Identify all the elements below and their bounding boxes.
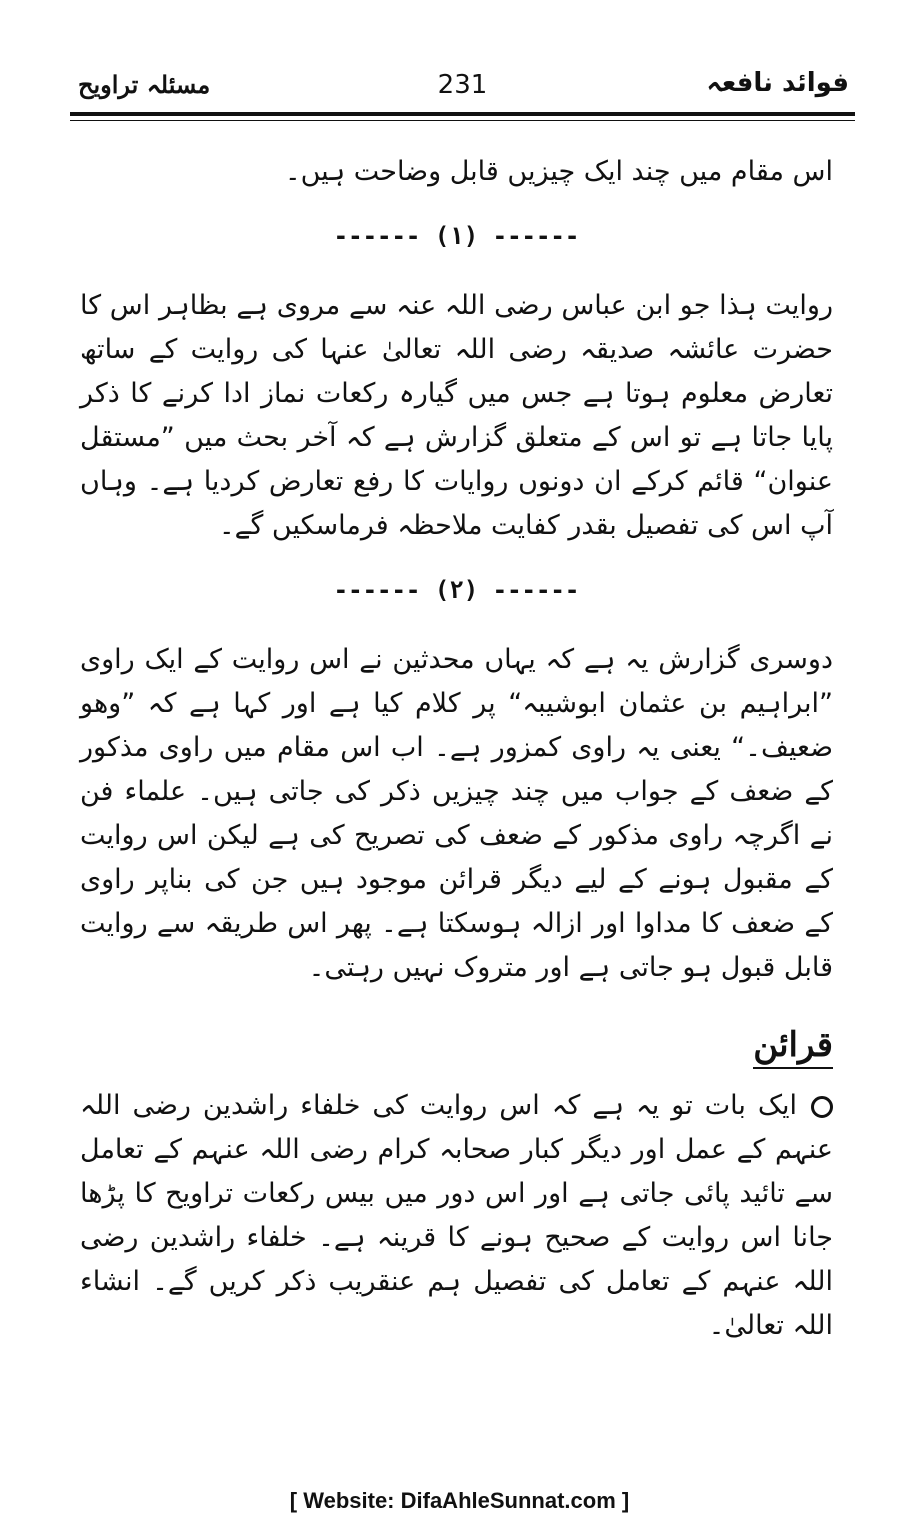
website-footer: [ Website: DifaAhleSunnat.com ] <box>289 1488 630 1513</box>
page-header <box>70 64 855 110</box>
chapter-title: مسئلہ تراویح <box>78 70 211 99</box>
section-1-paragraph: روایت ہذا جو ابن عباس رضی اللہ عنہ سے مروی ہے بظاہر اس کا حضرت عائشہ صدیقہ رضی اللہ تعالیٰ عنہا کی روایت کے ساتھ تعارض معلوم ہوتا ہے جس میں گیارہ رکعات نماز ادا کرنے کا ذکر پایا جاتا ہے تو اس کے متعلق گزارش ہے کہ آخر بحث میں ”مستقل عنوان“ قائم کرکے ان دونوں روایات کا رفع تعارض کردیا ہے۔ وہاں آپ اس کی تفصیل بقدر کفایت ملاحظہ فرماسکیں گے۔ <box>80 290 833 541</box>
header-rule-thin <box>70 120 855 121</box>
qaraain-bullet-item <box>80 1084 833 1348</box>
page-body <box>80 150 833 1368</box>
qaraain-heading <box>80 1020 833 1070</box>
qaraain-bullet-text: ایک بات تو یہ ہے کہ اس روایت کی خلفاء راشدین رضی اللہ عنہم کے عمل اور دیگر کبار صحابہ کرام رضی اللہ عنہم کے تعامل سے تائید پائی جاتی ہے اور اس دور میں بیس رکعات تراویح کا پڑھا جانا اس روایت کے صحیح ہونے کا قرینہ ہے۔ خلفاء راشدین رضی اللہ عنہم کے تعامل کی تفصیل ہم عنقریب ذکر کریں گے۔ انشاء اللہ تعالیٰ۔ <box>80 1090 833 1341</box>
circle-bullet-icon <box>811 1096 833 1118</box>
page-number: 231 <box>437 70 488 100</box>
intro-line: اس مقام میں چند ایک چیزیں قابل وضاحت ہیں۔ <box>284 156 833 187</box>
book-title: فوائد نافعہ <box>706 68 849 98</box>
header-rule-thick <box>70 112 855 116</box>
section-divider-1: ------ (۱) ------ <box>333 222 580 250</box>
section-divider-2: ------ (۲) ------ <box>333 576 580 604</box>
qaraain-heading-text: قرائن <box>753 1025 833 1069</box>
section-2-paragraph: دوسری گزارش یہ ہے کہ یہاں محدثین نے اس روایت کے ایک راوی ”ابراہیم بن عثمان ابوشیبہ“ پر کلام کیا ہے اور کہا ہے کہ ”وھو ضعیف۔“ یعنی یہ راوی کمزور ہے۔ اب اس مقام میں راوی مذکور کے ضعف کے جواب میں چند چیزیں ذکر کی جاتی ہیں۔ علماء فن نے اگرچہ راوی مذکور کے ضعف کی تصریح کی ہے لیکن اس روایت کے مقبول ہونے کے لیے دیگر قرائن موجود ہیں جن کی بناپر راوی کے ضعف کا مداوا اور ازالہ ہوسکتا ہے۔ پھر اس طریقہ سے روایت قابل قبول ہو جاتی ہے اور متروک نہیں رہتی۔ <box>80 644 833 983</box>
